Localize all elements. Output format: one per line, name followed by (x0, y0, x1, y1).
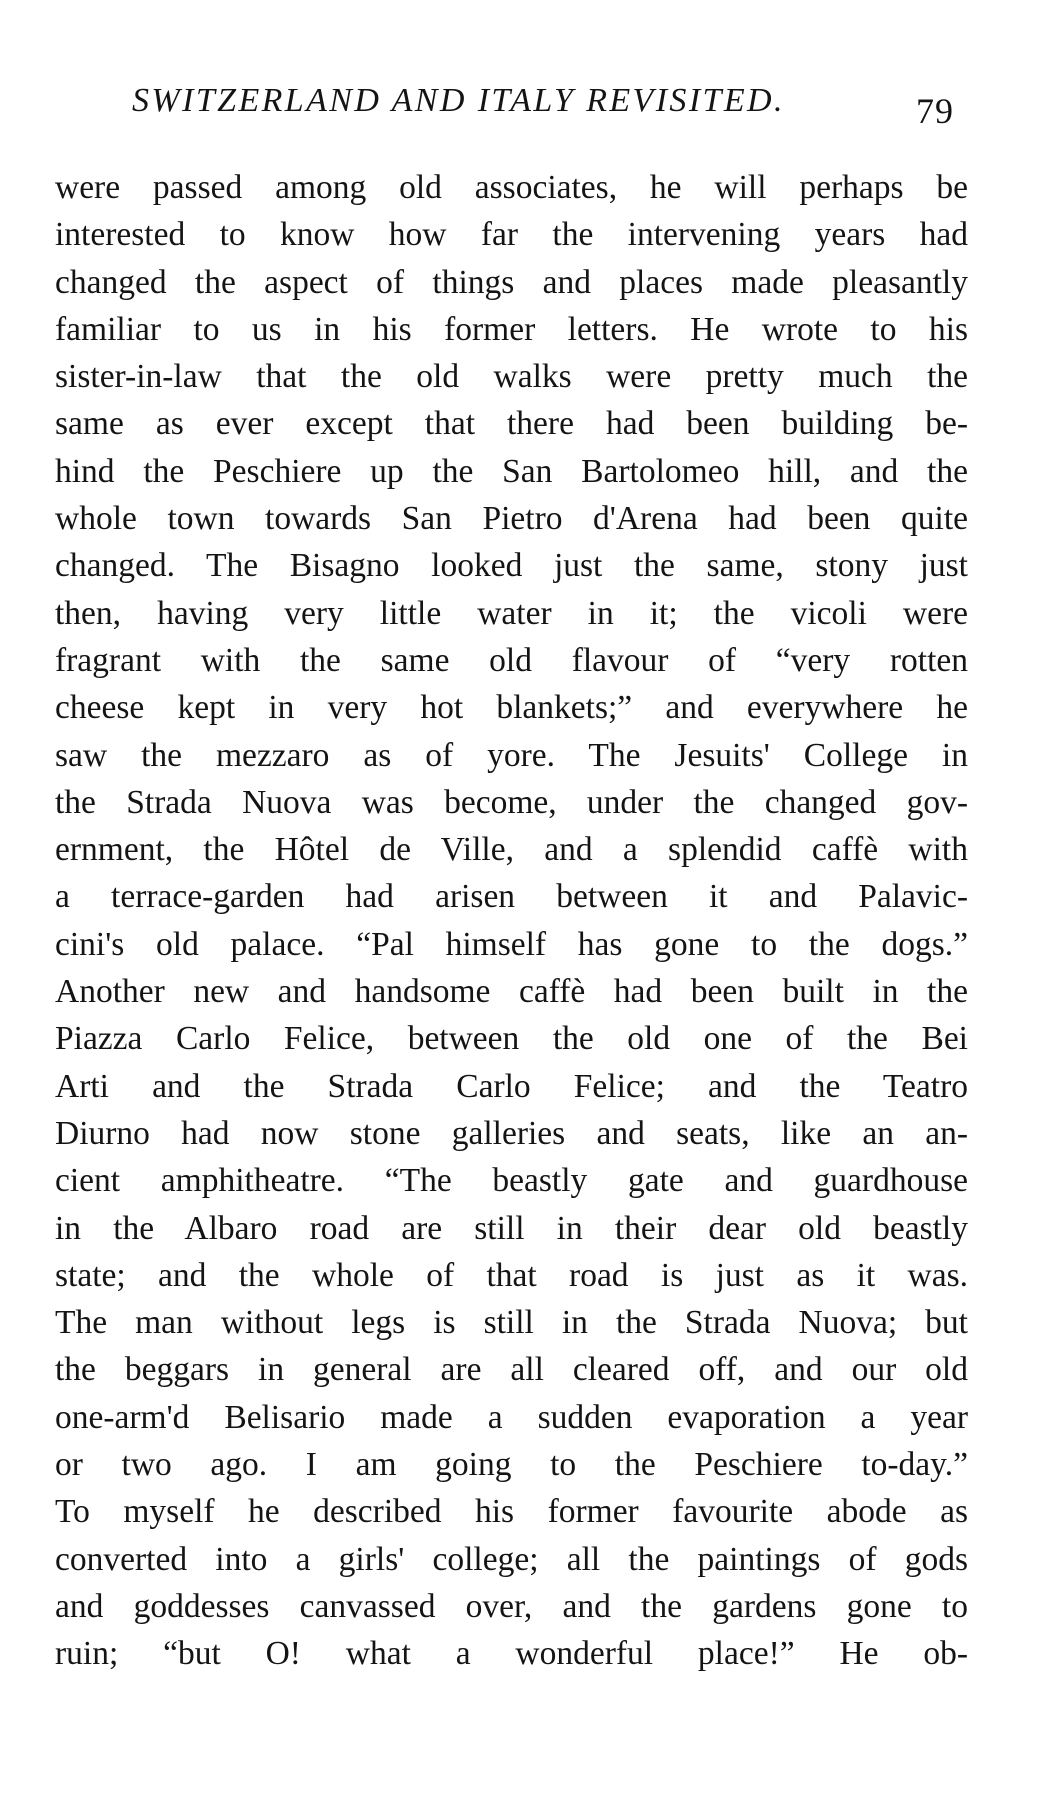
text-line: in the Albaro road are still in their dear old beastly (55, 1209, 968, 1247)
text-line: were passed among old associates, he will perhaps be (55, 169, 968, 206)
body-text (55, 164, 968, 1678)
text-line: The man without legs is still in the Strada Nuova; but (55, 1304, 968, 1342)
running-title: SWITZERLAND AND ITALY REVISITED. (132, 82, 785, 119)
page-header (132, 82, 962, 132)
text-line: interested to know how far the intervening years had (55, 216, 968, 254)
page-number: 79 (916, 91, 954, 131)
text-line: cini's old palace. “Pal himself has gone to the dogs.” (55, 925, 968, 963)
text-line: Another new and handsome caffè had been built in the (55, 973, 968, 1011)
text-line: cheese kept in very hot blankets;” and everywhere he (55, 689, 968, 727)
text-line: To myself he described his former favourite abode as (55, 1493, 968, 1531)
text-line: familiar to us in his former letters. He wrote to his (55, 310, 968, 348)
text-line: whole town towards San Pietro d'Arena had been quite (55, 500, 968, 538)
text-line: changed the aspect of things and places made pleasantly (55, 263, 968, 301)
text-line: sister-in-law that the old walks were pretty much the (55, 358, 968, 396)
text-line: or two ago. I am going to the Peschiere to-day.” (55, 1446, 968, 1484)
text-line: state; and the whole of that road is just as it was. (55, 1256, 968, 1294)
text-line: same as ever except that there had been building be- (55, 405, 968, 443)
text-line: converted into a girls' college; all the paintings of gods (55, 1540, 968, 1578)
text-line: the Strada Nuova was become, under the changed gov- (55, 783, 968, 821)
text-line: then, having very little water in it; the vicoli were (55, 594, 968, 632)
text-line: cient amphitheatre. “The beastly gate and guardhouse (55, 1162, 968, 1200)
text-line: Piazza Carlo Felice, between the old one of the Bei (55, 1020, 968, 1058)
text-line: changed. The Bisagno looked just the same, stony just (55, 547, 968, 585)
text-line: hind the Peschiere up the San Bartolomeo hill, and the (55, 452, 968, 490)
text-line: one-arm'd Belisario made a sudden evaporation a year (55, 1398, 968, 1436)
text-line: the beggars in general are all cleared off, and our old (55, 1351, 968, 1389)
text-line: saw the mezzaro as of yore. The Jesuits' College in (55, 736, 968, 774)
text-line: a terrace-garden had arisen between it and Palavic- (55, 878, 968, 916)
text-line: Arti and the Strada Carlo Felice; and the Teatro (55, 1067, 968, 1105)
text-line: and goddesses canvassed over, and the gardens gone to (55, 1587, 968, 1625)
text-line: Diurno had now stone galleries and seats, like an an- (55, 1114, 968, 1152)
text-line: ernment, the Hôtel de Ville, and a splendid caffè with (55, 831, 968, 869)
text-line: ruin; “but O! what a wonderful place!” He ob- (55, 1635, 968, 1673)
text-line: fragrant with the same old flavour of “very rotten (55, 641, 968, 679)
